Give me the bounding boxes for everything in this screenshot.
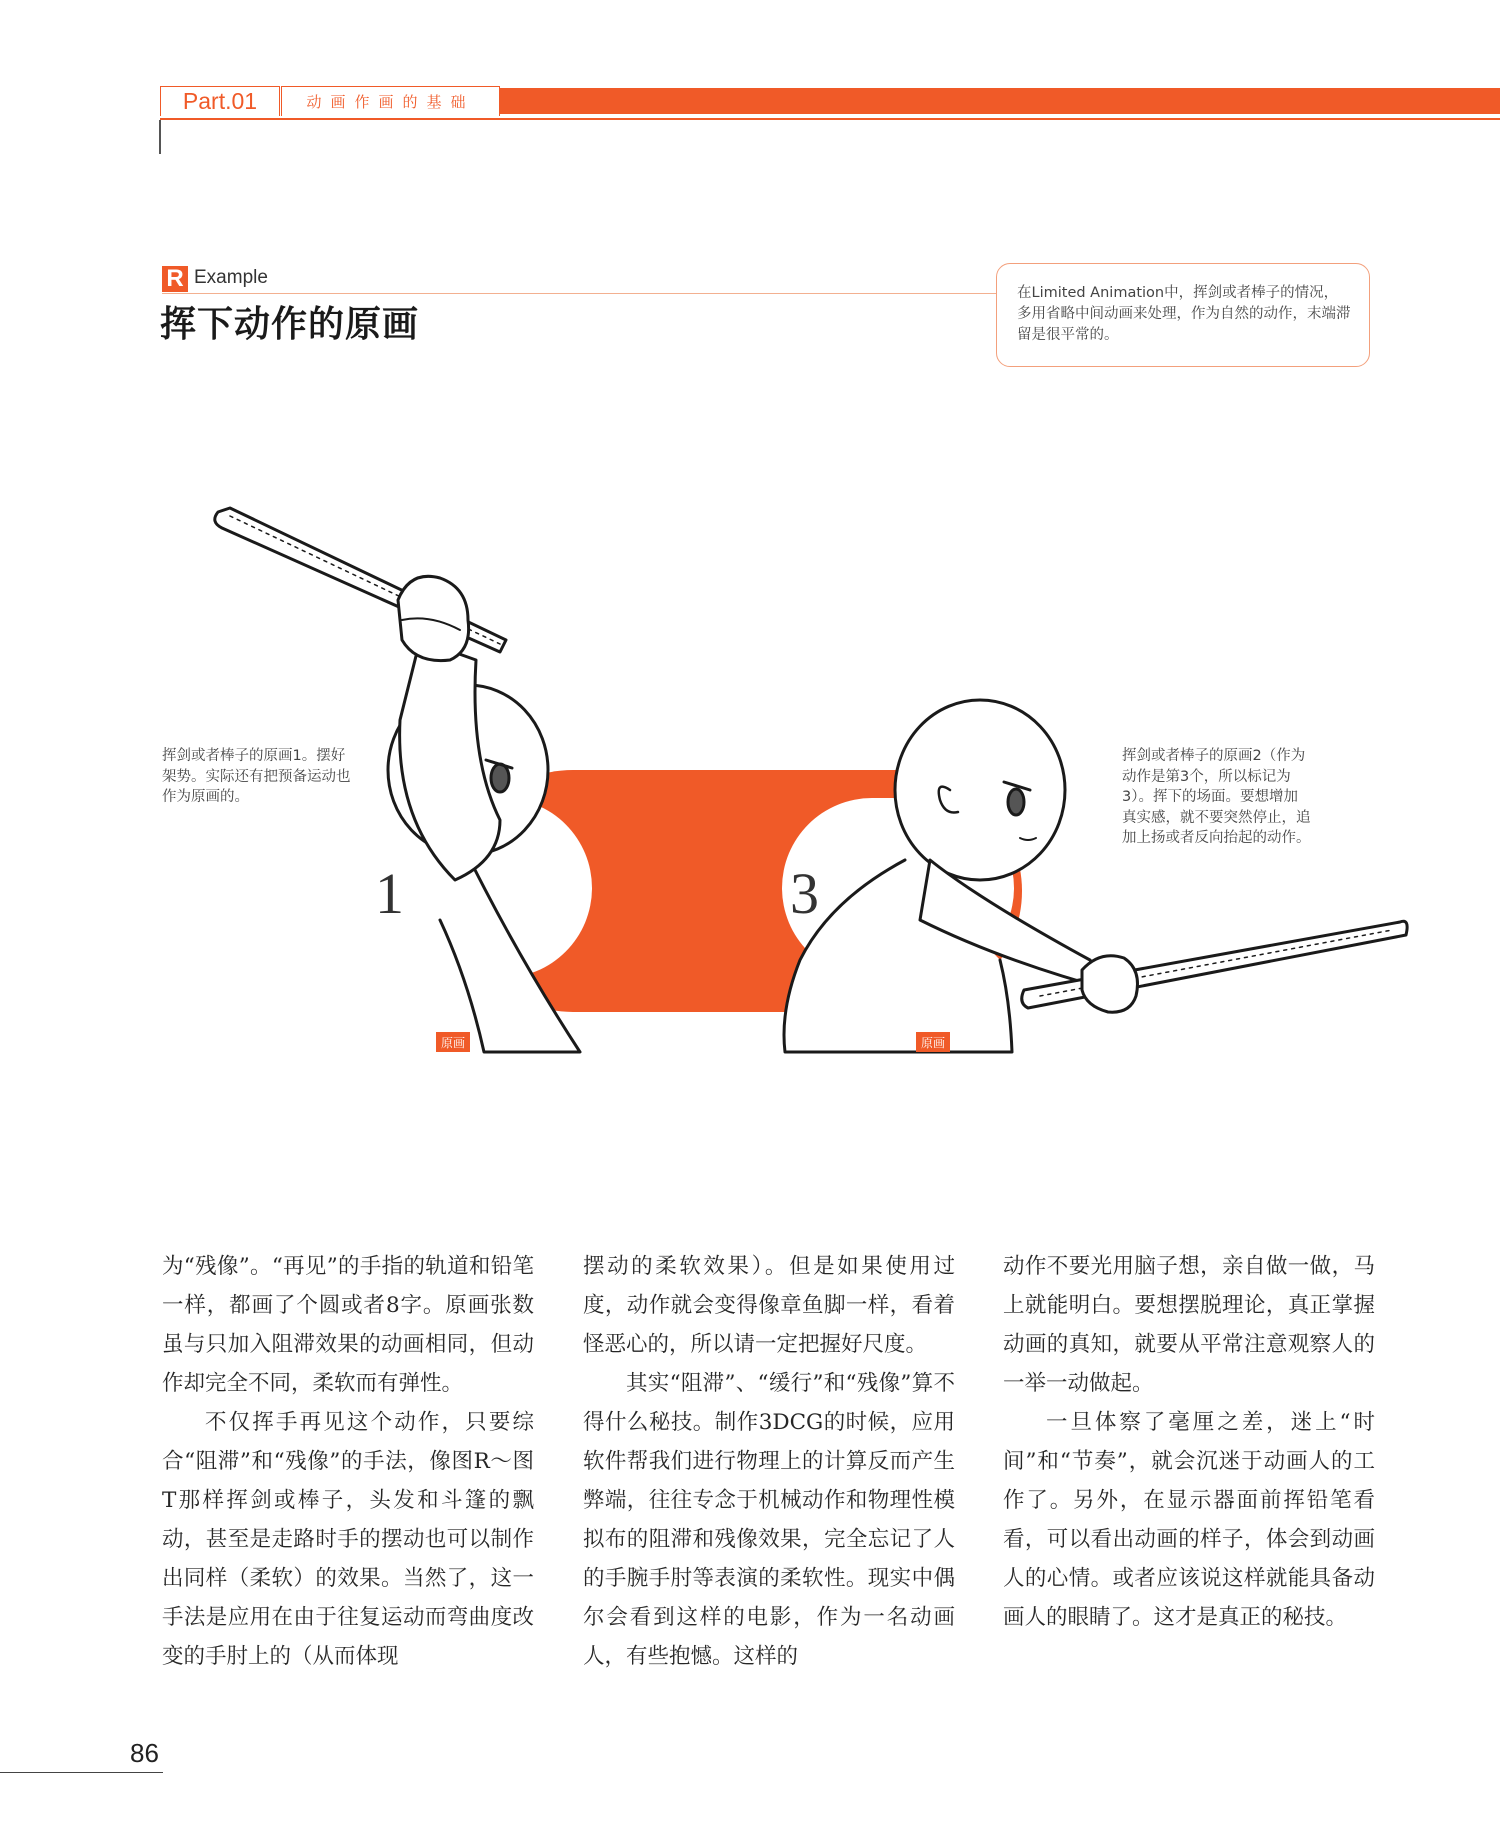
body-paragraph: 不仅挥手再见这个动作，只要综合“阻滞”和“残像”的手法，像图R～图T那样挥剑或棒子，头发和斗篷的飘动，甚至是走路时手的摆动也可以制作出同样（柔软）的效果。当然了，这一手法是应用在由于往复运动而弯曲度改变的手肘上的（从而体现 <box>162 1410 534 1669</box>
caption-frame-1: 挥剑或者棒子的原画1。摆好架势。实际还有把预备运动也作为原画的。 <box>162 748 351 805</box>
page-title: 挥下动作的原画 <box>160 304 420 345</box>
body-paragraph: 其实“阻滞”、“缓行”和“残像”算不得什么秘技。制作3DCG的时候，应用软件帮我们进行物理上的计算反而产生弊端，往往专念于机械动作和物理性模拟布的阻滞和残像效果，完全忘记了人的手腕手肘等表演的柔软性。现实中偶尔会看到这样的电影，作为一名动画人，有些抱憾。这样的 <box>583 1371 955 1669</box>
section-label: 动画作画的基础 <box>281 86 500 116</box>
character-2-drawing <box>784 700 1407 1052</box>
body-paragraph: 动作不要光用脑子想，亲自做一做，马上就能明白。要想摆脱理论，真正掌握动画的真知，就要从平常注意观察人的一举一动做起。 <box>1003 1254 1375 1396</box>
frame-1-tag: 原画 <box>440 1036 466 1050</box>
body-paragraph: 一旦体察了毫厘之差，迷上“时间”和“节奏”，就会沉迷于动画人的工作了。另外，在显示器面前挥铅笔看看，可以看出动画的样子，体会到动画人的心情。或者应该说这样就能具备动画人的眼睛了。这才是真正的秘技。 <box>1003 1410 1375 1630</box>
page-number: 86 <box>130 1738 159 1768</box>
caption-frame-2: 挥剑或者棒子的原画2（作为动作是第3个，所以标记为3）。挥下的场面。要想增加真实感，就不要突然停止，追加上扬或者反向抬起的动作。 <box>1122 748 1311 846</box>
frame-2-tag: 原画 <box>920 1036 946 1050</box>
example-label: Example <box>194 267 268 288</box>
frame-2-number: 3 <box>790 861 819 926</box>
note-text: 在Limited Animation中，挥剑或者棒子的情况，多用省略中间动画来处理，作为自然的动作，末端滞留是很平常的。 <box>1017 285 1351 343</box>
frame-1-number: 1 <box>375 861 404 926</box>
part-label: Part.01 <box>160 86 280 116</box>
body-column-2 <box>583 1247 955 1676</box>
body-column-3 <box>1003 1247 1375 1637</box>
body-column-1 <box>162 1247 534 1676</box>
body-paragraph: 为“残像”。“再见”的手指的轨道和铅笔一样，都画了个圆或者8字。原画张数虽与只加入阻滞效果的动画相同，但动作却完全不同，柔软而有弹性。 <box>162 1254 534 1396</box>
example-badge: R <box>162 266 188 292</box>
page-number-rule <box>0 1772 163 1773</box>
body-paragraph: 摆动的柔软效果）。但是如果使用过度，动作就会变得像章鱼脚一样，看着怪恶心的，所以请一定把握好尺度。 <box>583 1254 955 1357</box>
